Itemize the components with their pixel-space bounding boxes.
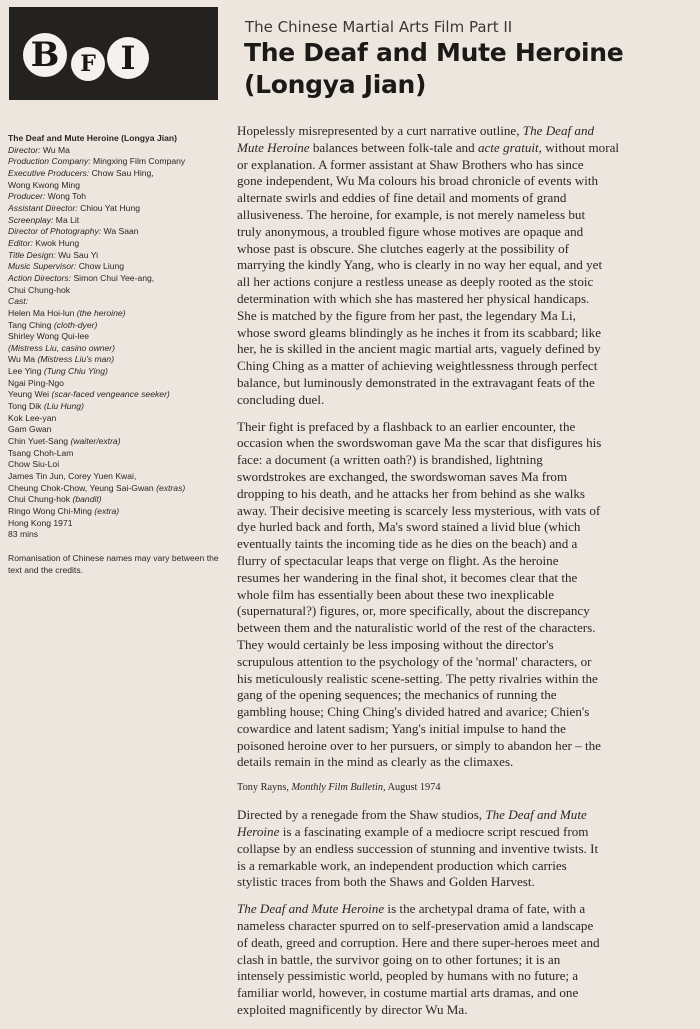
text-line (237, 291, 699, 308)
text-run: marrying the kindly Yang, who is clearly in no way her equal, and yet (237, 257, 603, 273)
text-run: Hopelessly misrepresented by a curt narrative outline, (237, 123, 523, 138)
text-run: gang of the opening sequences; the mechanics of running the (237, 687, 557, 703)
credit-line (8, 261, 230, 273)
text-line (237, 901, 699, 918)
text-run: alternate swirls and eddies of fine detail and moments of grand (237, 190, 567, 206)
credit-role: Assistant Director: (8, 202, 81, 213)
text-line (237, 207, 699, 224)
credit-role: (Mistress Liu, casino owner) (8, 342, 115, 353)
credit-line (8, 529, 230, 541)
text-line (237, 452, 699, 469)
text-run: his meticulously realistic scene-setting. The petty rivalries within the (237, 670, 598, 686)
credit-role: Production Company: (8, 156, 94, 167)
series-title: The Chinese Martial Arts Film Part II (245, 18, 513, 36)
text-line (237, 435, 699, 452)
text-line (237, 874, 699, 891)
text-line (237, 704, 699, 721)
text-run: away. Their decisive meeting is scarcely less mysterious, with vats of (237, 502, 601, 518)
title-line-2: (Longya Jian) (244, 70, 427, 99)
credit-line (8, 354, 230, 366)
citation-text: , August 1974 (383, 782, 441, 794)
italic-text: Mute Heroine (237, 139, 310, 155)
text-run: whose past is obscure. She clutches eagerly at the possibility of (237, 240, 569, 256)
credit-role: Screenplay: (8, 214, 56, 225)
text-run: is the archetypal drama of fate, with a (384, 901, 586, 917)
credit-role: Action Directors: (8, 272, 74, 283)
text-run: eventually taints the incoming tide as he dies on the beach) and a (237, 536, 578, 552)
text-run: clash in battle, the survivor going on to other fortunes; it is an (237, 951, 561, 967)
credit-name: Simon Chui Yee-ang, (73, 272, 155, 283)
credit-role: Director: (8, 144, 43, 155)
credits-column (8, 133, 230, 576)
credit-name: Wu Ma (8, 354, 38, 365)
credit-name: Gam Gwan (8, 424, 52, 435)
credit-name: Mingxing Film Company (93, 156, 186, 167)
text-line (237, 224, 699, 241)
credit-line (8, 145, 230, 157)
credit-role: Title Design: (8, 249, 59, 260)
text-line (237, 140, 699, 157)
credit-role: (the heroine) (76, 307, 126, 318)
credit-role: Cast: (8, 296, 29, 307)
text-run: intensely pessimistic world, peopled by humans with no future; a (237, 968, 579, 984)
credit-line (8, 226, 230, 238)
text-line (237, 637, 699, 654)
text-line (237, 968, 699, 985)
text-line (237, 841, 699, 858)
text-line (237, 824, 699, 841)
credit-name: 83 mins (8, 529, 39, 540)
text-line (237, 469, 699, 486)
text-line (237, 190, 699, 207)
credit-line (8, 448, 230, 460)
credit-line (8, 366, 230, 378)
text-line (237, 985, 699, 1002)
credit-name: Yeung Wei (8, 389, 52, 400)
credit-line (8, 203, 230, 215)
title-line-1: The Deaf and Mute Heroine (244, 38, 624, 67)
credit-line (8, 250, 230, 262)
credit-line (8, 296, 230, 308)
credit-line (8, 180, 230, 192)
text-run: balances between folk-tale and (309, 139, 478, 155)
text-line (237, 671, 699, 688)
text-run: (supernatural?) figures, or, more specifically, about the discrepancy (237, 603, 590, 619)
credit-role: Music Supervisor: (8, 261, 79, 272)
credit-role: (scar-faced vengeance seeker) (51, 389, 170, 400)
credit-line (8, 424, 230, 436)
credit-name: Chow Siu-Loi (8, 459, 60, 470)
credit-name: Helen Ma Hoi-lun (8, 307, 77, 318)
text-run: whose sword gleams blindingly as he inches it from its scabbard; like (237, 324, 602, 340)
logo-letter-f: F (71, 47, 105, 81)
citation-text: Tony Rayns, (237, 782, 292, 794)
article-body (237, 123, 699, 1029)
credit-name: Kwok Hung (35, 237, 80, 248)
text-run: dye hurled back and forth, Ma's sword stained a livid blue (which (237, 519, 581, 535)
credit-line (8, 320, 230, 332)
text-run: truly anonymous, a troubled figure whose motives are opaque and (237, 223, 584, 239)
credit-name: Ma Lit (55, 214, 80, 225)
text-line (237, 173, 699, 190)
text-run: allusiveness. The heroine, for example, is not merely nameless but (237, 206, 586, 222)
credit-role: Executive Producers: (8, 167, 92, 178)
text-run: gone independent, Wu Ma colours his broad chronicle of events with (237, 173, 599, 189)
text-run: , without moral (538, 139, 620, 155)
text-run: Directed by a renegade from the Shaw studios, (237, 807, 486, 823)
text-line (237, 587, 699, 604)
text-line (237, 308, 699, 325)
credit-line (8, 378, 230, 390)
text-line (237, 519, 699, 536)
credit-name: Tong Dik (8, 401, 44, 412)
credit-line (8, 156, 230, 168)
credit-role: (extra) (94, 506, 120, 516)
text-run: whole film has essentially been about these two inexplicable (237, 586, 555, 602)
text-line (237, 123, 699, 140)
text-run: exploited magnificently by director Wu Ma. (237, 1002, 468, 1018)
credit-role: (Liu Hung) (43, 401, 84, 412)
text-line (237, 241, 699, 258)
credit-role: (extras) (156, 482, 186, 493)
credit-line (8, 331, 230, 343)
credit-line (8, 471, 230, 483)
credit-name: Wu Sau Yi (58, 249, 99, 260)
text-run: or explanation. A former assistant at Shaw Brothers who has since (237, 156, 584, 172)
text-line (237, 419, 699, 436)
italic-text: The Deaf and Mute (485, 807, 587, 823)
text-line (237, 918, 699, 935)
text-run: poisoned heroine over to her pursuers, or simply to abandon her – the (237, 737, 601, 753)
credit-line (8, 401, 230, 413)
credit-line (8, 483, 230, 495)
text-run: resumes her wandering in the final shot, it becomes clear that the (237, 569, 578, 585)
credit-name: Chin Yuet-Sang (8, 436, 71, 447)
text-run: swordstrokes are exchanged, the swordswoman saves Ma from (237, 468, 568, 484)
text-line (237, 486, 699, 503)
publication-name: Monthly Film Bulletin (291, 782, 383, 794)
review-citation (237, 781, 699, 795)
text-run: determination with which she has mastered her physical handicaps. (237, 290, 590, 306)
text-run: concluding duel. (237, 391, 325, 407)
credit-name: James Tin Jun, Corey Yuen Kwai, (8, 471, 137, 482)
credit-role: Director of Photography: (8, 226, 104, 237)
text-line (237, 687, 699, 704)
text-run: is a fascinating example of a mediocre script rescued from (279, 824, 589, 840)
credit-name: Tang Ching (8, 319, 54, 330)
credit-line (8, 168, 230, 180)
credit-line (8, 191, 230, 203)
credit-line (8, 285, 230, 297)
credit-name: Chui Chung-hok (8, 284, 71, 295)
page-title (244, 37, 700, 101)
credits-title: The Deaf and Mute Heroine (Longya Jian) (8, 133, 178, 143)
text-run: balance, but luminously demonstrated in the extravagant feats of the (237, 374, 595, 390)
text-run: scrupulous attention to the psychology of the 'normal' characters, or (237, 653, 592, 669)
credit-line (8, 436, 230, 448)
credit-line (8, 413, 230, 425)
credit-name: Chow Sau Hing, (91, 167, 154, 178)
logo-letter-i: I (107, 37, 149, 79)
text-line (237, 952, 699, 969)
text-line (237, 358, 699, 375)
text-line (237, 721, 699, 738)
credit-name: Wu Ma (42, 144, 70, 155)
credits-list (8, 145, 230, 541)
text-line (237, 654, 699, 671)
article-paragraph (237, 901, 699, 1019)
credit-line (8, 518, 230, 530)
credit-role: (bandit) (72, 494, 102, 505)
credit-name: Kok Lee-yan (8, 412, 57, 423)
text-line (237, 536, 699, 553)
article-paragraph (237, 419, 699, 772)
text-line (237, 274, 699, 291)
text-run: nameless character spurred on to self-preservation amid a landscape (237, 918, 594, 934)
credit-name: Chow Liung (78, 261, 125, 272)
article-paragraph (237, 807, 699, 891)
credit-role: (Mistress Liu's man) (37, 354, 115, 365)
credit-line (8, 308, 230, 320)
text-line (237, 807, 699, 824)
italic-text: acte gratuit (477, 139, 539, 155)
text-run: between them and the naturalistic world of the rest of the characters. (237, 620, 596, 636)
text-run: all her actions conjure a restless unease as deeply rooted as the stoic (237, 274, 594, 290)
text-run: They would certainly be less imposing without the director's (237, 636, 554, 652)
credit-name: Tsang Choh-Lam (8, 447, 74, 458)
credit-line (8, 389, 230, 401)
credit-name: Ringo Wong Chi-Ming (8, 506, 95, 516)
text-run: She is matched by the figure from her past, the legendary Ma Li, (237, 307, 576, 323)
text-line (237, 503, 699, 520)
credit-line (8, 215, 230, 227)
text-run: flurry of spectacular leaps that verge on flight. As the heroine (237, 552, 559, 568)
text-run: face: a document (a written oath?) is brandished, lightning (237, 452, 543, 468)
text-line (237, 375, 699, 392)
credit-line (8, 273, 230, 285)
italic-text: Heroine (237, 824, 280, 840)
credit-line (8, 459, 230, 471)
credit-name: Wong Toh (47, 191, 87, 202)
text-run: Ching Ching as a matter of achieving weightlessness through perfect (237, 358, 598, 374)
text-line (237, 754, 699, 771)
credit-line (8, 506, 230, 518)
italic-text: The Deaf and Mute Heroine (237, 901, 385, 917)
text-line (237, 620, 699, 637)
text-line (237, 858, 699, 875)
article-paragraph (237, 123, 699, 409)
credit-line (8, 494, 230, 506)
text-run: cowardice and latent sadism; Yang's initial impulse to hand the (237, 720, 566, 736)
credit-name: Hong Kong 1971 (8, 517, 73, 528)
credit-line (8, 238, 230, 250)
credit-name: Chiou Yat Hung (80, 202, 141, 213)
text-run: stylistic traces from both the Shaws and Golden Harvest. (237, 874, 535, 890)
romanisation-note: Romanisation of Chinese names may vary between the text and the credits. (8, 552, 219, 575)
bfi-logo (9, 7, 218, 100)
text-run: occasion when the swordswoman gave Ma the scar that disfigures his (237, 435, 602, 451)
text-run: details remain in the mind as clearly as the climaxes. (237, 754, 514, 770)
text-line (237, 738, 699, 755)
text-line (237, 325, 699, 342)
credit-role: Editor: (8, 237, 36, 248)
logo-letter-b: B (23, 33, 67, 77)
text-run: collapse by an endless succession of stunning and inventive twists. It (237, 840, 599, 856)
credit-role: Producer: (8, 191, 48, 202)
text-line (237, 603, 699, 620)
text-run: of death, greed and corruption. Here and there super-heroes meet and (237, 934, 600, 950)
credit-name: Ngai Ping-Ngo (8, 377, 64, 388)
italic-text: The Deaf and (522, 123, 595, 138)
credit-role: (cloth-dyer) (53, 319, 98, 330)
text-run: dropping to his death, and he attacks her from behind as she walks (237, 485, 585, 501)
text-line (237, 935, 699, 952)
text-run: is a remarkable work, an independent production which carries (237, 857, 567, 873)
text-line (237, 1002, 699, 1019)
credit-name: Lee Ying (8, 366, 44, 377)
credit-role: (Tung Chiu Ying) (43, 366, 108, 377)
credit-name: Wa Saan (103, 226, 139, 237)
text-line (237, 392, 699, 409)
text-line (237, 570, 699, 587)
credit-role: (waiter/extra) (70, 436, 121, 447)
text-run: gambling house; Ching Ching's divided hatred and avarice; Chien's (237, 704, 590, 720)
text-line (237, 257, 699, 274)
text-run: familiar world, however, in costume martial arts dramas, and one (237, 985, 579, 1001)
credit-name: Wong Kwong Ming (8, 179, 80, 190)
text-line (237, 341, 699, 358)
text-run: Their fight is prefaced by a flashback to an earlier encounter, the (237, 418, 576, 434)
credit-name: Chui Chung-hok (8, 494, 73, 505)
text-line (237, 157, 699, 174)
credit-name: Cheung Chok-Chow, Yeung Sai-Gwan (8, 482, 157, 493)
credit-line (8, 343, 230, 355)
text-line (237, 553, 699, 570)
text-run: her, he is skilled in the ancient magic martial arts, vaguely defined by (237, 341, 601, 357)
credit-name: Shirley Wong Qui-lee (8, 331, 90, 342)
